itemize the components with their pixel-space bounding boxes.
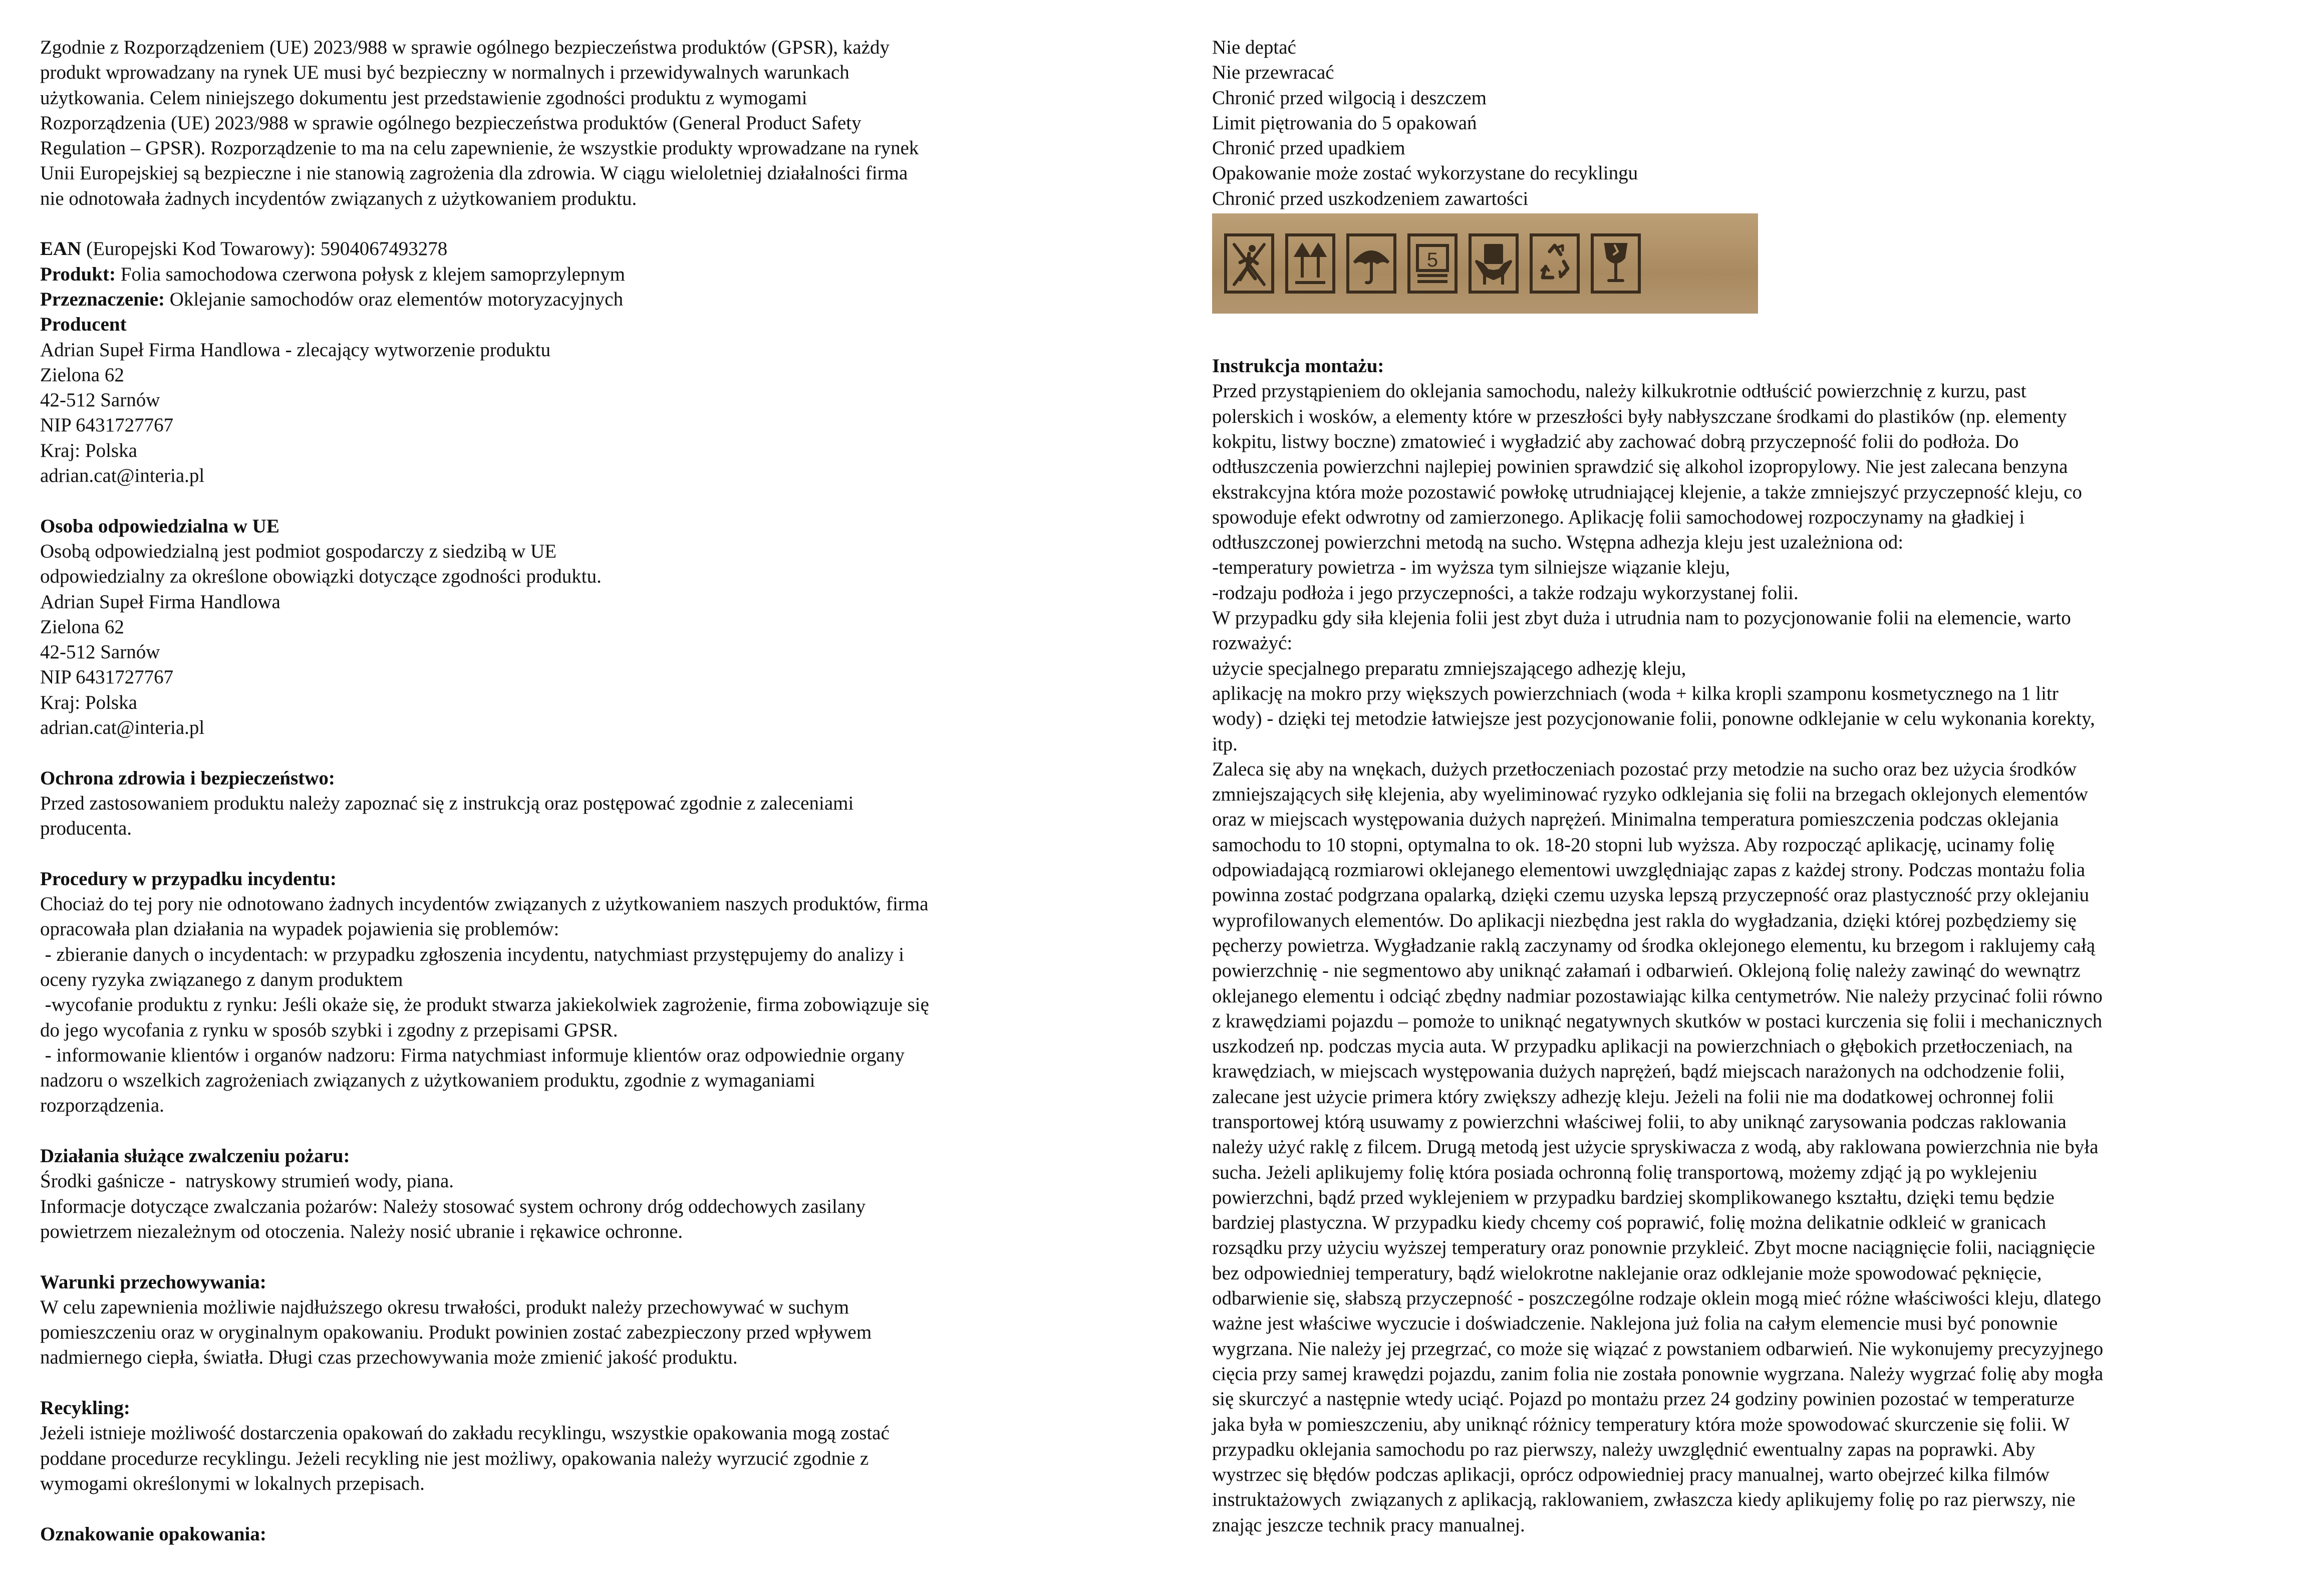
fire-line: Środki gaśnicze - natryskowy strumień wody, piana. <box>40 1170 454 1192</box>
incident-line: do jego wycofania z rynku w sposób szybki i zgodny z przepisami GPSR. <box>40 1019 618 1041</box>
installation-line: krawędziach, w miejscach występowania dużych naprężeń, bądź miejscach narażonych na odchodzenie folii, <box>1212 1061 2065 1083</box>
installation-line: jaka była w pomieszczeniu, aby uniknąć różnicy temperatury która może spowodować skurczenie się folii. W <box>1212 1413 2070 1435</box>
recycling-line: Jeżeli istnieje możliwość dostarczenia opakowań do zakładu recyklingu, wszystkie opakowania mogą zostać <box>40 1422 890 1444</box>
installation-line: wygrzana. Nie należy jej przegrzać, co może się wiązać z powstaniem odbarwień. Nie wykonujemy precyzyjnego <box>1212 1338 2104 1360</box>
responsible-line: Osobą odpowiedzialną jest podmiot gospodarczy z siedzibą w UE <box>40 540 557 562</box>
installation-line: spowoduje efekt odwrotny od zamierzonego. Aplikację folii samochodowej rozpoczynamy na gładkiej i <box>1212 506 2025 528</box>
installation-heading: Instrukcja montażu: <box>1212 355 1384 377</box>
incident-line: opracowała plan działania na wypadek pojawienia się problemów: <box>40 918 559 940</box>
installation-line: cięcia przy samej krawędzi pojazdu, zanim folia nie została ponownie wygrzana. Należy wygrzać folię aby mogła <box>1212 1363 2104 1385</box>
responsible-line: Adrian Supeł Firma Handlowa <box>40 591 280 613</box>
recycle-icon <box>1530 233 1580 294</box>
installation-line: odbarwienie się, słabszą przyczepność - poszczególne rodzaje oklein mogą mieć różne właściwości kleju, dlatego <box>1212 1287 2101 1309</box>
installation-line: przypadku oklejania samochodu po raz pierwszy, należy uwzględnić ewentualny zapas na poprawki. Aby <box>1212 1438 2036 1460</box>
installation-line: -temperatury powietrza - im wyższa tym silniejsze wiązanie kleju, <box>1212 557 1730 579</box>
no-step-icon <box>1224 233 1274 294</box>
ean-value: (Europejski Kod Towarowy): 5904067493278 <box>81 238 448 260</box>
ean-label: EAN <box>40 238 82 260</box>
stack-limit-icon <box>1407 233 1458 294</box>
intro-line: nie odnotowała żadnych incydentów związanych z użytkowaniem produktu. <box>40 187 637 209</box>
product-value: Folia samochodowa czerwona połysk z klejem samoprzylepnym <box>115 263 625 285</box>
producer-line: NIP 6431727767 <box>40 414 174 436</box>
installation-line: W przypadku gdy siła klejenia folii jest zbyt duża i utrudnia nam to pozycjonowanie folii na elemencie, warto <box>1212 607 2071 629</box>
installation-line: pęcherzy powietrza. Wygładzanie raklą zaczynamy od środka oklejonego elementu, ku brzegom i raklujemy całą <box>1212 934 2096 956</box>
storage-line: nadmiernego ciepła, światła. Długi czas przechowywania może zmienić jakość produktu. <box>40 1347 738 1369</box>
installation-line: polerskich i wosków, a elementy które w przeszłości były nabłyszczane środkami do plastików (np. elementy <box>1212 405 2067 427</box>
product-info <box>40 236 1122 488</box>
installation-line: bardziej plastyczna. W przypadku kiedy chcemy coś poprawić, folię można delikatnie odkleić w granicach <box>1212 1212 2047 1234</box>
health-safety-line: Przed zastosowaniem produktu należy zapoznać się z instrukcją oraz postępować zgodnie z zaleceniami <box>40 792 854 814</box>
responsible-line: NIP 6431727767 <box>40 666 174 688</box>
intro-line: Regulation – GPSR). Rozporządzenie to ma na celu zapewnienie, że wszystkie produkty wprowadzane na rynek <box>40 137 919 159</box>
installation-line: ekstrakcyjna która może pozostawić powłokę utrudniającej klejenie, a także zmniejszyć przyczepność kleju, co <box>1212 481 2082 503</box>
installation-line: znając jeszcze technik pracy manualnej. <box>1212 1514 1525 1536</box>
responsible-line: 42-512 Sarnów <box>40 641 160 663</box>
installation-line: rozsądku przy użyciu wyższej temperatury oraz ponownie przykleić. Zbyt mocne naciągnięcie folii, naciągnięcie <box>1212 1237 2095 1259</box>
incident-line: - informowanie klientów i organów nadzoru: Firma natychmiast informuje klientów oraz odpowiednie organy <box>40 1044 905 1066</box>
producer-line: Adrian Supeł Firma Handlowa - zlecający wytworzenie produktu <box>40 339 551 361</box>
installation-line: powinna zostać podgrzana opalarką, dzięki czemu uzyska lepszą przyczepność oraz plastyczność przy oklejaniu <box>1212 884 2089 906</box>
intro-line: użytkowania. Celem niniejszego dokumentu jest przedstawienie zgodności produktu z wymogami <box>40 87 807 109</box>
recycling-line: wymogami określonymi w lokalnych przepisach. <box>40 1472 425 1494</box>
installation-line: kokpitu, listwy boczne) zmatowieć i wygładzić aby zachować dobrą przyczepność folii do podłoża. Do <box>1212 430 2019 452</box>
purpose-value: Oklejanie samochodów oraz elementów motoryzacyjnych <box>165 288 624 310</box>
installation-line: należy użyć raklę z filcem. Drugą metodą jest użycie spryskiwacza z wodą, aby raklowana powierzchnia nie była <box>1212 1136 2099 1158</box>
fire-line: Informacje dotyczące zwalczania pożarów: Należy stosować system ochrony dróg oddechowych zasilany <box>40 1195 866 1217</box>
responsible-line: Kraj: Polska <box>40 691 137 713</box>
storage-line: pomieszczeniu oraz w oryginalnym opakowaniu. Produkt powinien zostać zabezpieczony przed wpływem <box>40 1322 872 1344</box>
incident-procedures-section <box>40 867 1122 1119</box>
recycling-section <box>40 1396 1122 1496</box>
this-way-up-icon <box>1285 233 1335 294</box>
producer-line: Zielona 62 <box>40 364 124 386</box>
fire-line: powietrzem niezależnym od otoczenia. Należy nosić ubranie i rękawice ochronne. <box>40 1220 683 1242</box>
fire-heading: Działania służące zwalczeniu pożaru: <box>40 1145 350 1167</box>
right-column <box>1212 35 2289 1538</box>
responsible-line: Zielona 62 <box>40 616 124 638</box>
responsible-person-section <box>40 514 1122 741</box>
installation-line: ważne jest właściwe wyczucie i doświadczenie. Naklejona już folia na całym elemencie musi być ponownie <box>1212 1312 2058 1335</box>
incident-line: rozporządzenia. <box>40 1095 164 1117</box>
umbrella-icon <box>1346 233 1396 294</box>
fire-fighting-section <box>40 1144 1122 1244</box>
installation-line: uszkodzeń np. podczas mycia auta. W przypadku aplikacji na powierzchniach o głębokich przetłoczeniach, na <box>1212 1035 2073 1058</box>
installation-line: aplikację na mokro przy większych powierzchniach (woda + kilka kropli szamponu kosmetycznego na 1 litr <box>1212 682 2059 704</box>
incident-line: -wycofanie produktu z rynku: Jeśli okaże się, że produkt stwarza jakiekolwiek zagrożenie, firma zobowiązuje się <box>40 994 929 1016</box>
installation-line: powierzchnię - nie segmentowo aby uniknąć załamań i odbarwień. Oklejoną folię należy zawinąć do wewnątrz <box>1212 960 2081 982</box>
health-safety-section <box>40 766 1122 842</box>
ean-row <box>40 236 1122 261</box>
installation-line: zmniejszających siłę klejenia, aby wyeliminować ryzyko odklejania się folii na brzegach oklejonych elementów <box>1212 783 2088 806</box>
intro-line: produkt wprowadzany na rynek UE musi być bezpieczny w normalnych i przewidywalnych warunkach <box>40 62 849 84</box>
intro-line: Rozporządzenia (UE) 2023/988 w sprawie ogólnego bezpieczeństwa produktów (General Product Safety <box>40 112 861 134</box>
producer-line: Kraj: Polska <box>40 439 137 461</box>
purpose-label: Przeznaczenie: <box>40 288 165 310</box>
recycling-line: poddane procedurze recyklingu. Jeżeli recykling nie jest możliwy, opakowania należy wyrzucić zgodnie z <box>40 1447 869 1469</box>
packaging-note: Nie deptać <box>1212 37 1296 58</box>
responsible-person-heading: Osoba odpowiedzialna w UE <box>40 515 279 537</box>
recycling-heading: Recykling: <box>40 1397 130 1419</box>
installation-line: zalecane jest użycie primera który zwiększy adhezję kleju. Jeżeli na folii nie ma dodatkowej ochronnej folii <box>1212 1086 2054 1108</box>
purpose-row <box>40 287 1122 312</box>
incident-line: nadzoru o wszelkich zagrożeniach związanych z użytkowaniem produktu, zgodnie z wymaganiami <box>40 1070 815 1092</box>
producer-line: 42-512 Sarnów <box>40 389 160 411</box>
installation-line: sucha. Jeżeli aplikujemy folię która posiada ochronną folię transportową, możemy zdjąć ją po wyklejeniu <box>1212 1161 2038 1183</box>
incident-line: oceny ryzyka związanego z danym produktem <box>40 968 403 990</box>
intro-line: Unii Europejskiej są bezpieczne i nie stanowią zagrożenia dla zdrowia. W ciągu wieloletniej działalności firma <box>40 162 908 184</box>
producer-heading: Producent <box>40 314 127 336</box>
incident-heading: Procedury w przypadku incydentu: <box>40 868 337 890</box>
intro-line: Zgodnie z Rozporządzeniem (UE) 2023/988 w sprawie ogólnego bezpieczeństwa produktów (GPSR), każdy <box>40 37 890 58</box>
installation-line: Przed przystąpieniem do oklejania samochodu, należy kilkukrotnie odtłuścić powierzchnię z kurzu, past <box>1212 380 2026 402</box>
packaging-note: Chronić przed upadkiem <box>1212 137 1405 159</box>
installation-line: samochodu to 10 stopni, optymalna to ok. 18-20 stopni lub wyższa. Aby rozpocząć aplikację, ucinamy folię <box>1212 834 2055 856</box>
installation-instructions <box>1212 354 2289 1538</box>
installation-line: z krawędziami pojazdu – pomoże to uniknąć negatywnych skutków w postaci kurczenia się folii i mechanicznych <box>1212 1010 2103 1032</box>
packaging-note: Chronić przed uszkodzeniem zawartości <box>1212 187 1529 209</box>
packaging-marking-heading: Oznakowanie opakowania: <box>40 1523 266 1545</box>
producer-email: adrian.cat@interia.pl <box>40 465 205 487</box>
health-safety-heading: Ochrona zdrowia i bezpieczeństwo: <box>40 767 335 789</box>
left-column <box>40 35 1122 1547</box>
installation-line: użycie specjalnego preparatu zmniejszającego adhezję kleju, <box>1212 657 1686 679</box>
product-row <box>40 262 1122 287</box>
responsible-email: adrian.cat@interia.pl <box>40 717 205 739</box>
installation-line: itp. <box>1212 733 1238 755</box>
storage-section <box>40 1270 1122 1371</box>
incident-line: - zbieranie danych o incydentach: w przypadku zgłoszenia incydentu, natychmiast przystępujemy do analizy i <box>40 943 905 965</box>
installation-line: bez odpowiedniej temperatury, bądź wielokrotne naklejanie oraz odklejanie może spowodować pęknięcie, <box>1212 1262 2042 1284</box>
installation-line: Zaleca się aby na wnękach, dużych przetłoczeniach pozostać przy metodzie na sucho oraz bez użycia środków <box>1212 758 2077 780</box>
packaging-note: Chronić przed wilgocią i deszczem <box>1212 87 1487 109</box>
installation-line: oklejanego elementu i odciąć zbędny nadmiar pozostawiając kilka centymetrów. Nie należy przycinać folii równo <box>1212 985 2103 1007</box>
incident-line: Chociaż do tej pory nie odnotowano żadnych incydentów związanych z użytkowaniem naszych produktów, firma <box>40 893 929 915</box>
installation-line: odtłuszczenia powierzchni najlepiej powinien sprawdzić się alkohol izopropylowy. Nie jest zalecana benzyna <box>1212 456 2068 478</box>
storage-line: W celu zapewnienia możliwie najdłuższego okresu trwałości, produkt należy przechowywać w suchym <box>40 1296 849 1318</box>
installation-line: odtłuszczonej powierzchni metodą na sucho. Wstępna adhezja kleju jest uzależniona od: <box>1212 532 1904 554</box>
stack-limit-number: 5 <box>1426 249 1438 272</box>
installation-line: się skurczyć a następnie wtedy uciąć. Pojazd po montażu przez 24 godziny powinien pozostać w temperaturze <box>1212 1388 2075 1410</box>
installation-line: transportowej którą usuwamy z powierzchni właściwej folii, to aby uniknąć zarysowania podczas raklowania <box>1212 1111 2067 1133</box>
installation-line: wyprofilowanych elementów. Do aplikacji niezbędna jest rakla do wygładzania, dzięki której pozbędziemy się <box>1212 909 2077 931</box>
installation-line: rozważyć: <box>1212 632 1293 654</box>
installation-line: -rodzaju podłoża i jego przyczepności, a także rodzaju wykorzystanej folii. <box>1212 582 1799 604</box>
gpsr-intro <box>40 35 1122 211</box>
packaging-note: Opakowanie może zostać wykorzystane do recyklingu <box>1212 162 1638 184</box>
packaging-notes <box>1212 35 2289 211</box>
packaging-symbols-strip <box>1212 213 1758 314</box>
responsible-line: odpowiedzialny za określone obowiązki dotyczące zgodności produktu. <box>40 566 602 588</box>
health-safety-line: producenta. <box>40 818 132 840</box>
fragile-hands-icon <box>1469 233 1519 294</box>
storage-heading: Warunki przechowywania: <box>40 1271 266 1293</box>
installation-line: wystrzec się błędów podczas aplikacji, oprócz odpowiedniej pracy manualnej, warto obejrzeć kilka filmów <box>1212 1464 2050 1486</box>
product-label: Produkt: <box>40 263 116 285</box>
packaging-note: Limit piętrowania do 5 opakowań <box>1212 112 1477 134</box>
installation-line: wody) - dzięki tej metodzie łatwiejsze jest pozycjonowanie folii, ponowne odklejanie w celu wykonania korekty, <box>1212 708 2095 730</box>
fragile-glass-icon <box>1591 233 1641 294</box>
installation-line: odpowiadającą rozmiarowi oklejanego elementowi uwzględniając zapas z każdej strony. Podczas montażu folia <box>1212 859 2086 881</box>
installation-line: powierzchni, bądź przed wyklejeniem w przypadku bardziej skomplikowanego kształtu, dzięki temu będzie <box>1212 1186 2055 1208</box>
installation-line: instruktażowych związanych z aplikacją, raklowaniem, zwłaszcza kiedy aplikujemy folię po raz pierwszy, nie <box>1212 1489 2076 1511</box>
installation-line: oraz w miejscach występowania dużych naprężeń. Minimalna temperatura pomieszczenia podczas oklejania <box>1212 809 2059 831</box>
packaging-note: Nie przewracać <box>1212 62 1334 84</box>
